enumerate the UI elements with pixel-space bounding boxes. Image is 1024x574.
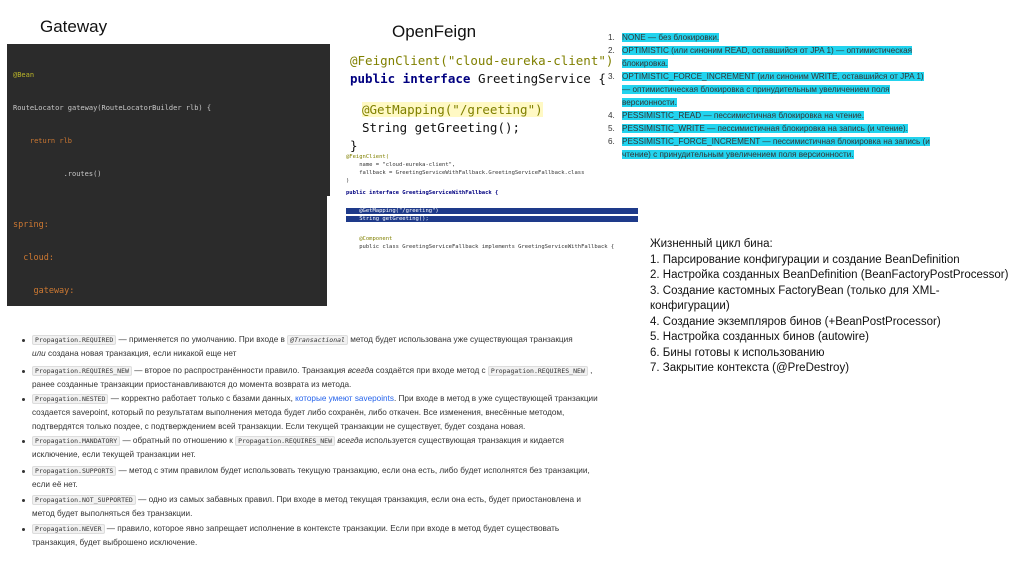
bullet [22, 440, 25, 443]
feign-line-4: String getGreeting(); [362, 120, 521, 135]
feign-line-3: @GetMapping("/greeting") [362, 102, 543, 117]
feign-fallback-code [338, 152, 646, 262]
bullet [22, 339, 25, 342]
code-line: name = "cloud-eureka-client", [346, 162, 456, 168]
prop-text: создается savepoint, который по результатам выполнения метода будет либо сохранён, либо откачен. Все изменения, внесённые методом, [32, 408, 565, 417]
lifecycle-step: 6. Бины готовы к использованию [650, 346, 825, 359]
feign-line-5: } [350, 138, 358, 153]
list-text: PESSIMISTIC_WRITE — пессимистичная блокировка на запись (и чтение). [622, 124, 908, 133]
list-number: 5. [608, 124, 615, 133]
code-line: RouteLocator gateway(RouteLocatorBuilder rlb) { [13, 104, 212, 112]
prop-text: — метод с этим правилом будет использовать текущую транзакцию, если она есть, либо будет исполнятся без транзакции, [116, 466, 590, 475]
list-text: блокировка. [622, 59, 668, 68]
list-text: PESSIMISTIC_FORCE_INCREMENT — пессимистичная блокировка на запись (и [622, 137, 930, 146]
list-text: NONE — без блокировки. [622, 33, 720, 42]
prop-text: подтвердятся только поздее, с подтверждением всей транзакции. Если текущей транзакции не существует, будет создана новая. [32, 422, 526, 431]
code-line: @Component [346, 236, 393, 242]
prop-text: , [587, 366, 593, 375]
prop-text: транзакция, будет выброшено исключение. [32, 538, 198, 547]
prop-text: или [32, 349, 46, 358]
prop-text: — правило, которое явно запрещает исполнение в контексте транзакции. Если при входе в метод будет существовать [104, 524, 560, 533]
prop-text: — второе по распространённости правило. Транзакция [131, 366, 348, 375]
code-line: @FeignClient( [346, 154, 390, 160]
list-number: 4. [608, 111, 615, 120]
lifecycle-heading: Жизненный цикл бина: [650, 238, 773, 250]
feign-client-code [338, 45, 646, 160]
code-tag: Propagation.REQUIRED [32, 335, 116, 345]
bullet [22, 528, 25, 531]
list-number: 6. [608, 137, 615, 146]
list-text: OPTIMISTIC (или синоним READ, оставшийся от JPA 1) — оптимистическая [622, 46, 913, 55]
prop-text: метод будет выполняться без транзакции. [32, 509, 193, 518]
bullet [22, 470, 25, 473]
lifecycle-step: 2. Настройка созданных BeanDefinition (BeanFactoryPostProcessor) [650, 269, 1009, 281]
gateway-java-code [7, 44, 330, 196]
list-number: 2. [608, 46, 615, 55]
list-number: 3. [608, 72, 615, 81]
list-number: 1. [608, 33, 615, 42]
bullet [22, 499, 25, 502]
prop-text: создаётся при входе метод с [373, 366, 488, 375]
prop-text: метод будет использована уже существующая транзакция [347, 335, 573, 344]
yaml-line: spring: [13, 220, 49, 230]
code-tag: Propagation.REQUIRES_NEW [235, 436, 335, 446]
code-line: fallback = GreetingServiceWithFallback.GreetingServiceFallback.class [346, 170, 585, 176]
gateway-yaml-code [7, 196, 327, 306]
prop-text: всегда [347, 366, 374, 375]
code-tag: @Transactional [287, 335, 348, 345]
lifecycle-step: 5. Настройка созданных бинов (autowire) [650, 331, 869, 343]
interface-name: GreetingService { [470, 71, 606, 86]
yaml-line: cloud: [13, 253, 54, 263]
prop-text: если её нет. [32, 480, 78, 489]
bullet [22, 398, 25, 401]
prop-text: ранее созданные транзакции приостанавливаются до момента возврата из метода. [32, 380, 352, 389]
code-line: public class GreetingServiceFallback implements GreetingServiceWithFallback { [346, 244, 615, 250]
bullet [22, 370, 25, 373]
prop-text: . При входе в метод в уже существующей транзакции [393, 394, 598, 403]
lock-mode-list [604, 31, 976, 157]
prop-text: — корректно работает только с базами данных, [108, 394, 296, 403]
code-line: ) [346, 178, 350, 184]
lifecycle-step: конфигурации) [650, 300, 730, 312]
code-line: public interface GreetingServiceWithFallback { [346, 190, 499, 196]
code-line-selected: String getGreeting(); [346, 216, 638, 222]
prop-text: — применяется по умолчанию. При входе в [116, 335, 288, 344]
prop-text: — одно из самых забавных правил. При входе в метод текущая транзакция, если она есть, будет приостановлена и [135, 495, 581, 504]
code-line: @Bean [13, 71, 35, 79]
list-text: версионности. [622, 98, 677, 107]
code-tag: Propagation.MANDATORY [32, 436, 120, 446]
list-text: OPTIMISTIC_FORCE_INCREMENT (или синоним WRITE, оставшийся от JPA 1) [622, 72, 924, 81]
code-tag: Propagation.REQUIRES_NEW [32, 366, 132, 376]
gateway-title: Gateway [40, 17, 108, 36]
code-tag: Propagation.NOT_SUPPORTED [32, 495, 136, 505]
bean-lifecycle [650, 237, 1020, 377]
savepoints-link[interactable]: которые умеют savepoints [295, 394, 394, 403]
code-tag: Propagation.NEVER [32, 524, 105, 534]
lifecycle-step: 7. Закрытие контекста (@PreDestroy) [650, 362, 850, 374]
prop-text: всегда [337, 436, 364, 445]
code-tag: Propagation.NESTED [32, 394, 108, 404]
prop-text: исключение, если текущей транзакции нет. [32, 450, 196, 459]
code-line: .routes() [13, 170, 102, 178]
feign-line-2 [350, 71, 606, 86]
code-tag: Propagation.REQUIRES_NEW [488, 366, 588, 376]
prop-text: создана новая транзакция, если никакой еще нет [45, 349, 237, 358]
list-text: — оптимистическая блокировка с принудительным увеличением поля [622, 85, 890, 94]
list-text: чтение) с принудительным увеличением поля версионности. [622, 150, 854, 159]
code-tag: Propagation.SUPPORTS [32, 466, 116, 476]
prop-text: используется существующая транзакция и кидается [363, 436, 564, 445]
code-line-selected: @GetMapping("/greeting") [346, 208, 638, 214]
lifecycle-step: 3. Создание кастомных FactoryBean (только для XML- [650, 284, 940, 297]
keyword: public interface [350, 71, 471, 86]
prop-text: — обратный по отношению к [120, 436, 236, 445]
openfeign-title: OpenFeign [392, 22, 477, 41]
lifecycle-step: 4. Создание экземпляров бинов (+BeanPostProcessor) [650, 315, 941, 328]
feign-line-1: @FeignClient("cloud-eureka-client") [350, 53, 614, 68]
list-text: PESSIMISTIC_READ — пессимистичная блокировка на чтение. [622, 111, 865, 120]
lifecycle-step: 1. Парсирование конфигурации и создание BeanDefinition [650, 253, 960, 266]
code-line: return rlb [13, 137, 73, 145]
yaml-line: gateway: [13, 286, 75, 296]
